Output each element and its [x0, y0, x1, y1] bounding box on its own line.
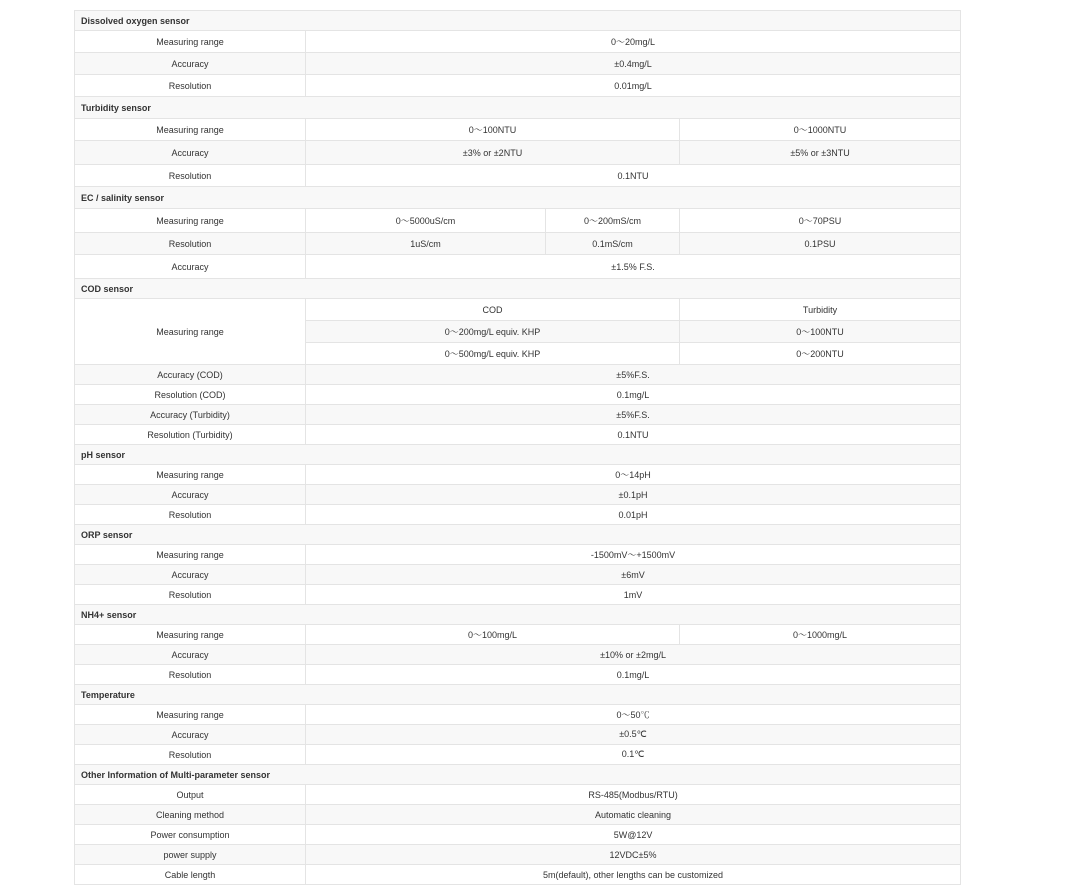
spec-row: [75, 299, 961, 321]
spec-cell: 0～1000NTU: [680, 119, 961, 141]
spec-cell: ±5%F.S.: [306, 405, 961, 425]
spec-cell: Measuring range: [75, 705, 306, 725]
spec-row: [75, 165, 961, 187]
spec-cell: ±3% or ±2NTU: [306, 141, 680, 165]
spec-row: [75, 119, 961, 141]
spec-cell: 5W@12V: [306, 825, 961, 845]
spec-cell: Accuracy: [75, 255, 306, 279]
spec-cell: Accuracy: [75, 53, 306, 75]
spec-cell: ±10% or ±2mg/L: [306, 645, 961, 665]
spec-cell: 0.1NTU: [306, 165, 961, 187]
spec-row: [75, 665, 961, 685]
spec-cell: Resolution (COD): [75, 385, 306, 405]
spec-cell: -1500mV～+1500mV: [306, 545, 961, 565]
spec-cell: power supply: [75, 845, 306, 865]
spec-row: [75, 745, 961, 765]
section-title: COD sensor: [75, 279, 961, 299]
spec-row: [75, 405, 961, 425]
spec-cell: Accuracy (COD): [75, 365, 306, 385]
spec-table-body: [75, 11, 961, 885]
spec-cell: Measuring range: [75, 209, 306, 233]
spec-cell: 0.1mg/L: [306, 385, 961, 405]
spec-row: [75, 805, 961, 825]
spec-row: [75, 585, 961, 605]
spec-row: [75, 625, 961, 645]
spec-cell: ±0.4mg/L: [306, 53, 961, 75]
spec-cell: 0～200mS/cm: [546, 209, 680, 233]
spec-cell: Measuring range: [75, 465, 306, 485]
spec-cell: Accuracy: [75, 725, 306, 745]
spec-cell: Accuracy: [75, 565, 306, 585]
spec-cell: Resolution: [75, 75, 306, 97]
spec-cell: RS-485(Modbus/RTU): [306, 785, 961, 805]
spec-cell: Measuring range: [75, 31, 306, 53]
section-title: Other Information of Multi-parameter sensor: [75, 765, 961, 785]
spec-row: [75, 75, 961, 97]
section-title: Temperature: [75, 685, 961, 705]
spec-cell: ±1.5% F.S.: [306, 255, 961, 279]
spec-cell: Measuring range: [75, 625, 306, 645]
spec-row: [75, 865, 961, 885]
spec-cell: 5m(default), other lengths can be customized: [306, 865, 961, 885]
spec-row: [75, 565, 961, 585]
spec-cell: Turbidity: [680, 299, 961, 321]
spec-cell: ±5% or ±3NTU: [680, 141, 961, 165]
spec-row: [75, 255, 961, 279]
spec-table: [74, 10, 960, 885]
spec-cell: 0～5000uS/cm: [306, 209, 546, 233]
spec-cell: Resolution: [75, 505, 306, 525]
section-title: NH4+ sensor: [75, 605, 961, 625]
spec-row: [75, 545, 961, 565]
spec-cell: 0～50℃: [306, 705, 961, 725]
section-header-row: [75, 605, 961, 625]
section-header-row: [75, 525, 961, 545]
spec-cell: Measuring range: [75, 119, 306, 141]
section-header-row: [75, 187, 961, 209]
sensor-spec-table: [74, 10, 961, 885]
spec-cell: 0.1PSU: [680, 233, 961, 255]
spec-cell: ±6mV: [306, 565, 961, 585]
spec-cell: 0～100NTU: [306, 119, 680, 141]
spec-cell: Resolution: [75, 165, 306, 187]
spec-cell: Cable length: [75, 865, 306, 885]
spec-row: [75, 785, 961, 805]
spec-row: [75, 233, 961, 255]
spec-cell: 0～20mg/L: [306, 31, 961, 53]
spec-row: [75, 53, 961, 75]
spec-cell: Resolution: [75, 585, 306, 605]
spec-row: [75, 485, 961, 505]
spec-cell: Power consumption: [75, 825, 306, 845]
spec-cell: ±5%F.S.: [306, 365, 961, 385]
spec-cell: 0～70PSU: [680, 209, 961, 233]
section-header-row: [75, 97, 961, 119]
spec-row: [75, 465, 961, 485]
spec-cell: Resolution: [75, 233, 306, 255]
section-header-row: [75, 765, 961, 785]
spec-row: [75, 425, 961, 445]
spec-cell: 0.1℃: [306, 745, 961, 765]
spec-cell: Resolution (Turbidity): [75, 425, 306, 445]
spec-cell: 0～100mg/L: [306, 625, 680, 645]
section-header-row: [75, 11, 961, 31]
section-title: Dissolved oxygen sensor: [75, 11, 961, 31]
spec-cell: Accuracy: [75, 141, 306, 165]
spec-row: [75, 365, 961, 385]
spec-cell: Accuracy: [75, 645, 306, 665]
spec-cell: 0～100NTU: [680, 321, 961, 343]
spec-cell: COD: [306, 299, 680, 321]
spec-cell: Accuracy: [75, 485, 306, 505]
spec-row: [75, 645, 961, 665]
spec-cell: 0～14pH: [306, 465, 961, 485]
spec-cell: Output: [75, 785, 306, 805]
spec-row: [75, 385, 961, 405]
spec-row: [75, 705, 961, 725]
spec-cell: Measuring range: [75, 299, 306, 365]
spec-cell: 0～200NTU: [680, 343, 961, 365]
spec-cell: Measuring range: [75, 545, 306, 565]
spec-row: [75, 141, 961, 165]
spec-cell: 0～1000mg/L: [680, 625, 961, 645]
spec-row: [75, 505, 961, 525]
spec-cell: Resolution: [75, 745, 306, 765]
spec-cell: 0～500mg/L equiv. KHP: [306, 343, 680, 365]
spec-cell: 12VDC±5%: [306, 845, 961, 865]
spec-cell: Cleaning method: [75, 805, 306, 825]
spec-cell: 0.1mS/cm: [546, 233, 680, 255]
section-header-row: [75, 445, 961, 465]
spec-cell: Automatic cleaning: [306, 805, 961, 825]
section-title: Turbidity sensor: [75, 97, 961, 119]
spec-cell: 0.01pH: [306, 505, 961, 525]
spec-cell: 1mV: [306, 585, 961, 605]
spec-row: [75, 845, 961, 865]
spec-cell: 0.01mg/L: [306, 75, 961, 97]
section-header-row: [75, 685, 961, 705]
spec-row: [75, 209, 961, 233]
spec-row: [75, 825, 961, 845]
section-title: EC / salinity sensor: [75, 187, 961, 209]
section-title: pH sensor: [75, 445, 961, 465]
spec-cell: 0.1NTU: [306, 425, 961, 445]
section-header-row: [75, 279, 961, 299]
section-title: ORP sensor: [75, 525, 961, 545]
spec-cell: 1uS/cm: [306, 233, 546, 255]
spec-cell: 0.1mg/L: [306, 665, 961, 685]
spec-cell: Resolution: [75, 665, 306, 685]
spec-cell: ±0.5℃: [306, 725, 961, 745]
spec-row: [75, 725, 961, 745]
spec-row: [75, 31, 961, 53]
spec-cell: 0～200mg/L equiv. KHP: [306, 321, 680, 343]
spec-cell: ±0.1pH: [306, 485, 961, 505]
spec-cell: Accuracy (Turbidity): [75, 405, 306, 425]
